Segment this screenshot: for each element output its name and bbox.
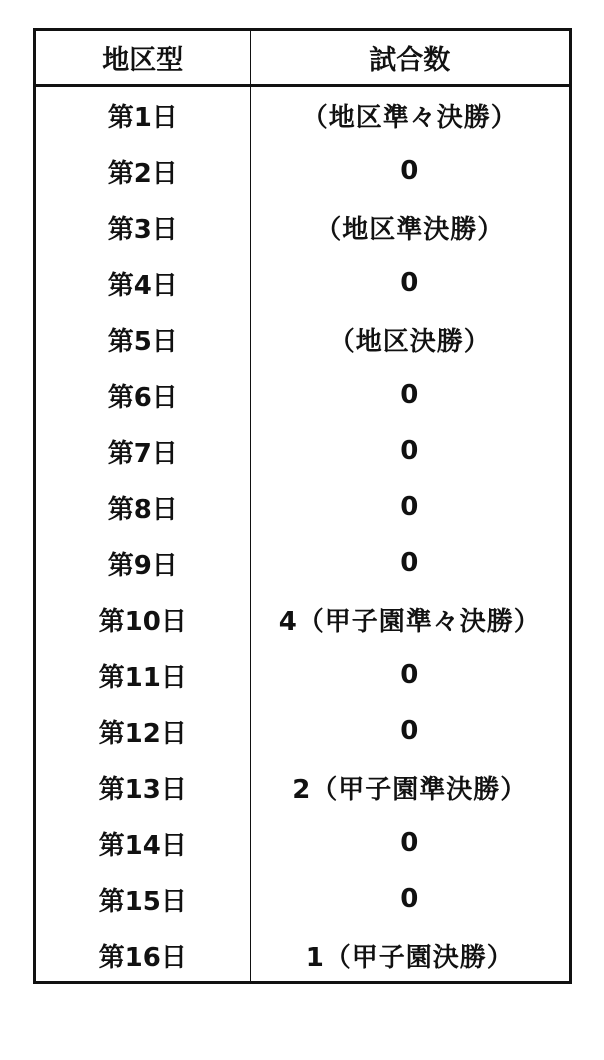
game-count-cell: （地区準々決勝） [301,102,518,133]
game-count-cell: （地区決勝） [328,326,491,357]
header-type: 地区型 [36,31,250,86]
table-row [36,143,569,199]
game-count-cell: 0 [400,156,420,186]
table-row [36,703,569,759]
game-count-cell: 0 [400,828,420,858]
game-count-cell: 4（甲子園準々決勝） [278,606,541,637]
table-row [36,86,569,144]
table-row [36,367,569,423]
game-count-cell: 1（甲子園決勝） [305,942,514,973]
game-count-cell: 0 [400,492,420,522]
game-count-cell: 0 [400,380,420,410]
game-count-cell: 0 [400,884,420,914]
game-count-cell: （地区準決勝） [315,214,505,245]
table-row [36,479,569,535]
table-row [36,815,569,871]
header-game-count: 試合数 [250,31,569,86]
game-count-cell: 0 [400,660,420,690]
table-row [36,255,569,311]
day-cell: 第1日 [36,86,250,144]
table-row [36,759,569,815]
schedule-table-frame [33,28,572,984]
game-count-cell: 0 [400,436,420,466]
day-cell: 第12日 [36,703,250,759]
day-cell: 第14日 [36,815,250,871]
table-row [36,311,569,367]
day-cell: 第2日 [36,143,250,199]
game-count-cell: 0 [400,268,420,298]
day-cell: 第9日 [36,535,250,591]
table-row [36,199,569,255]
table-row [36,535,569,591]
day-cell: 第16日 [36,927,250,983]
game-count-cell: 2（甲子園準決勝） [292,774,528,805]
table-row [36,591,569,647]
day-cell: 第11日 [36,647,250,703]
day-cell: 第3日 [36,199,250,255]
game-count-cell: 0 [400,716,420,746]
day-cell: 第7日 [36,423,250,479]
day-cell: 第15日 [36,871,250,927]
table-row [36,647,569,703]
day-cell: 第13日 [36,759,250,815]
day-cell: 第8日 [36,479,250,535]
game-count-cell: 0 [400,548,420,578]
table-row [36,871,569,927]
day-cell: 第10日 [36,591,250,647]
day-cell: 第6日 [36,367,250,423]
day-cell: 第4日 [36,255,250,311]
table-row [36,423,569,479]
day-cell: 第5日 [36,311,250,367]
schedule-table [36,31,569,983]
table-header-row [36,31,569,86]
table-row [36,927,569,983]
